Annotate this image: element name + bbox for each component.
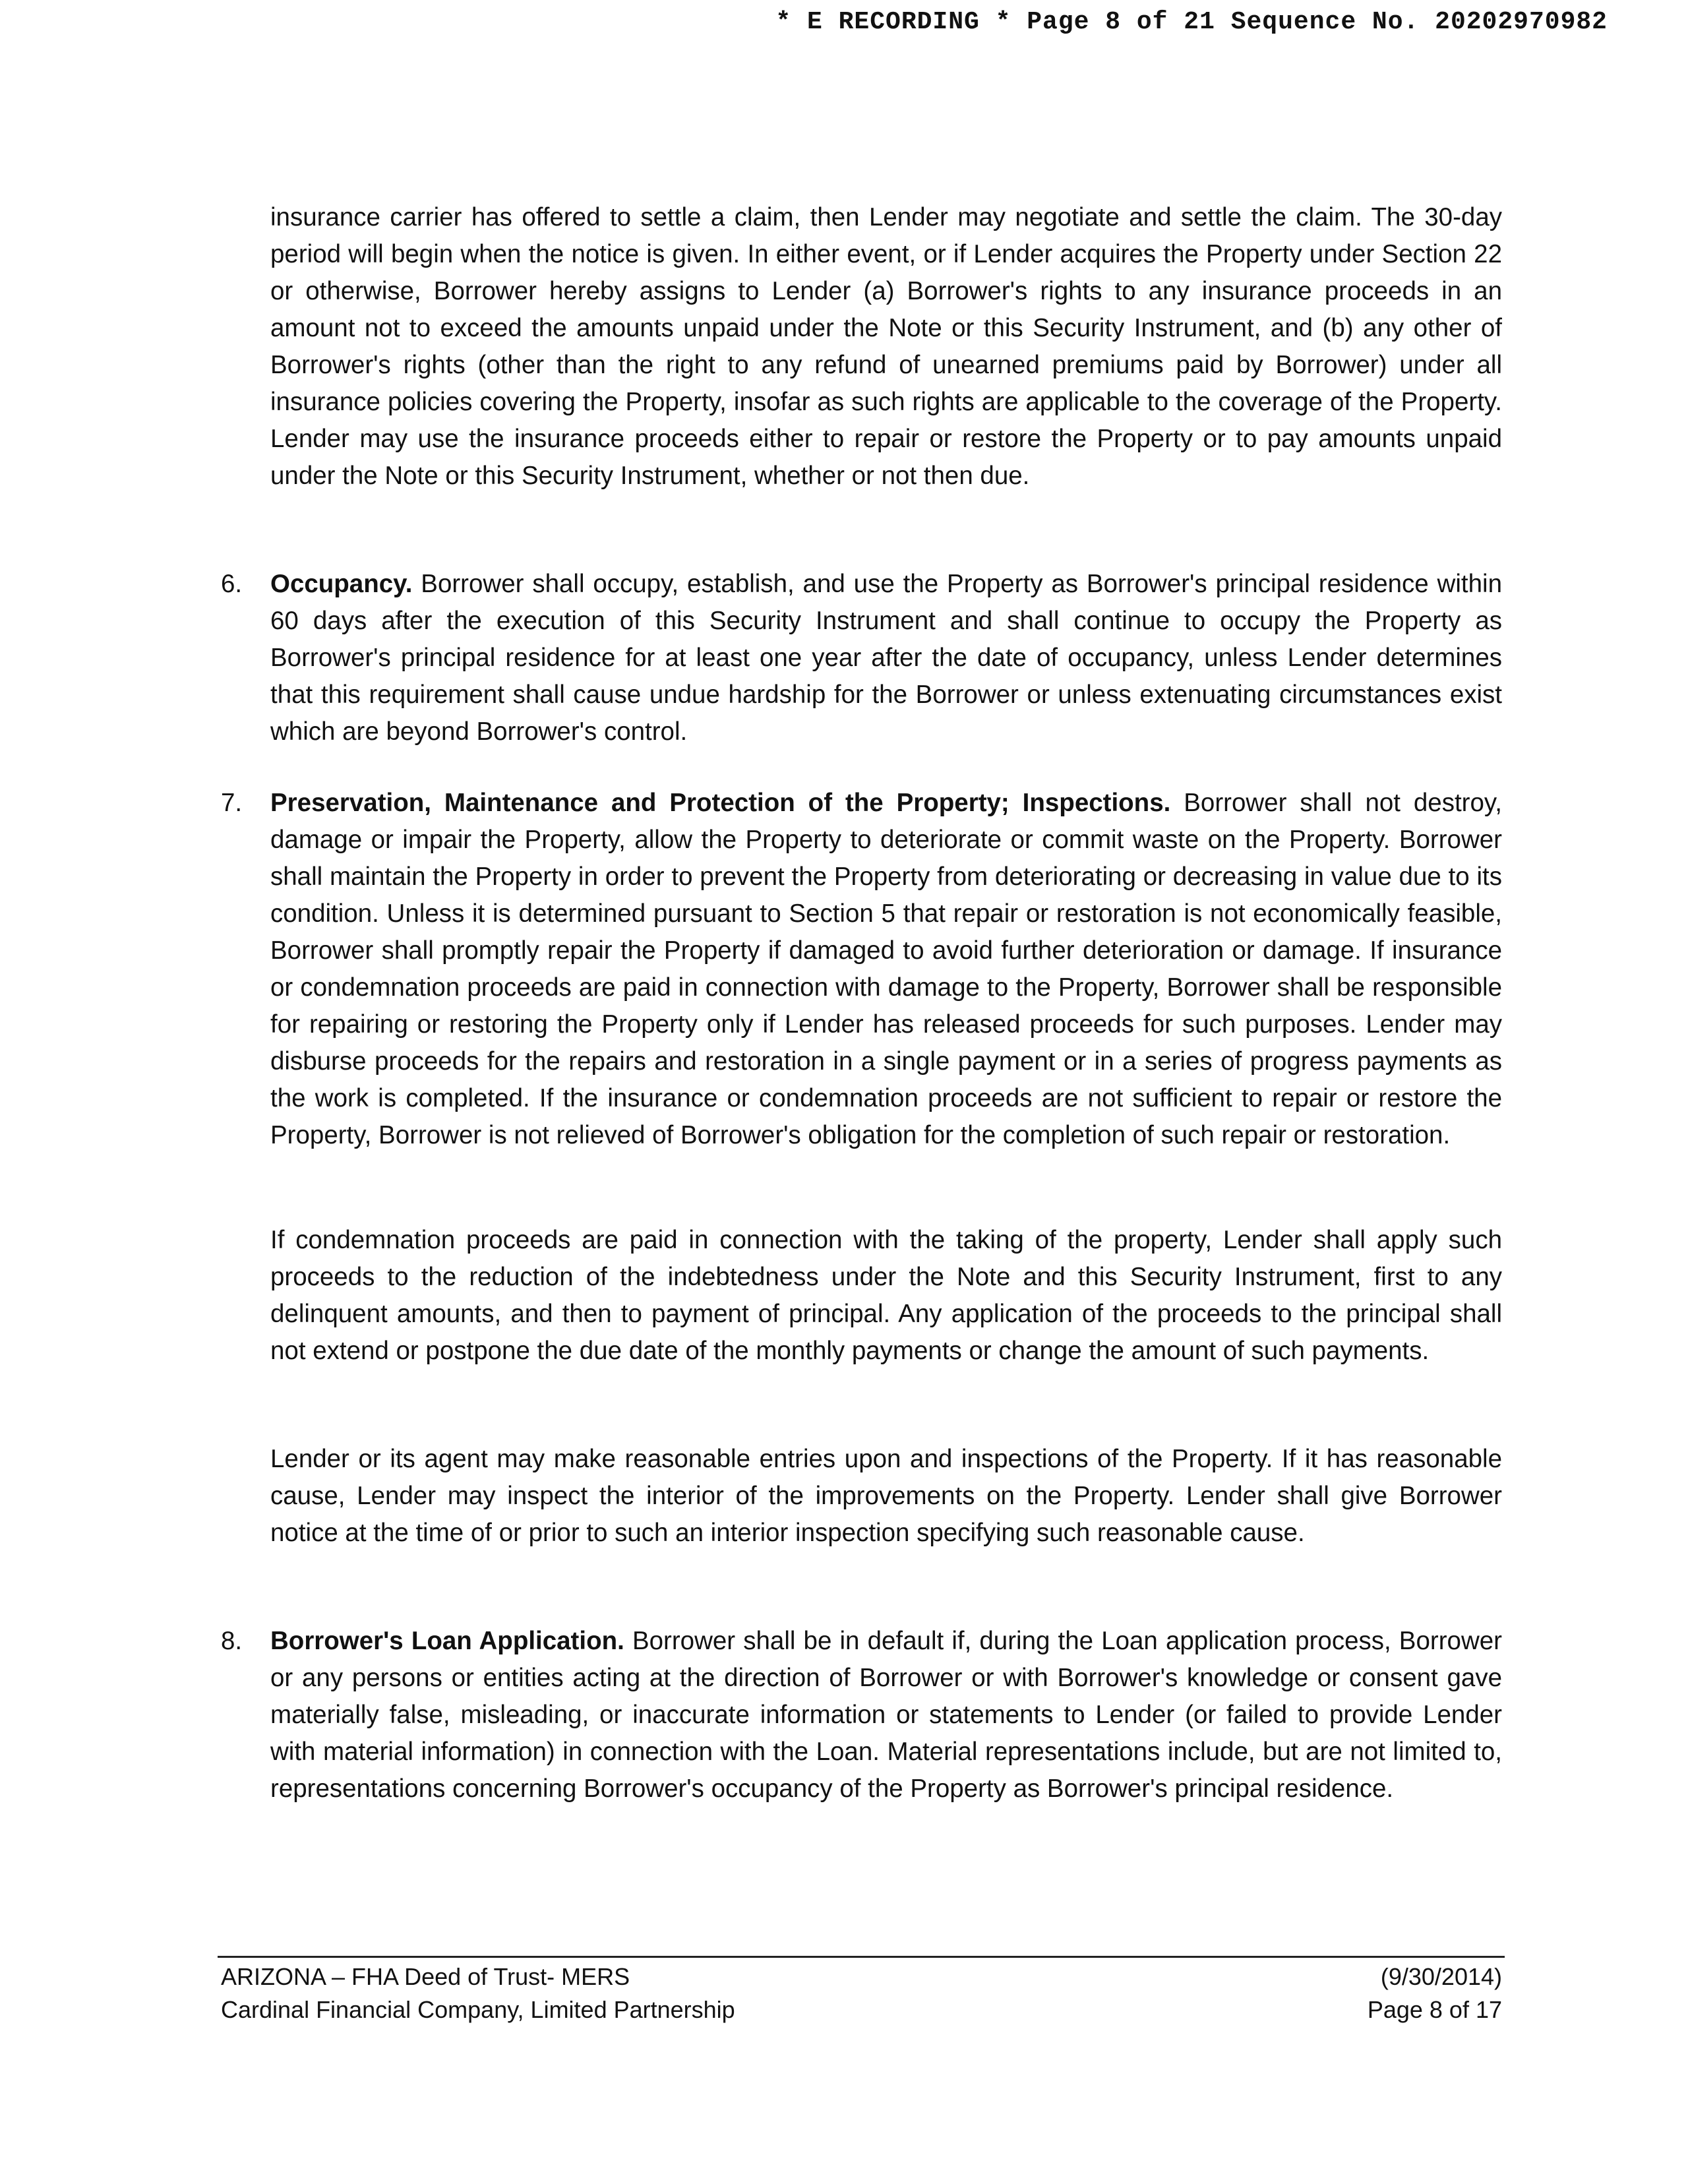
section-7-text: Borrower shall not destroy, damage or impair the Property, allow the Property to deteriorate or commit waste on the Property. Borrower shall maintain the Property in order to prevent the Property from deteriorating or decreasing in value due to its condition. Unless it is determined pursuant to Section 5 that repair or restoration is not economically feasible, Borrower shall promptly repair the Property if damaged to avoid further deterioration or damage. If insurance or condemnation proceeds are paid in connection with damage to the Property, Borrower shall be responsible for repairing or restoring the Property only if Lender has released proceeds for such purposes. Lender may disburse proceeds for the repairs and restoration in a single payment or in a series of progress payments as the work is completed. If the insurance or condemnation proceeds are not sufficient to repair or restore the Property, Borrower is not relieved of Borrower's obligation for the completion of such repair or restoration. bbox=[270, 789, 1502, 1149]
section-6-title: Occupancy. bbox=[270, 570, 413, 598]
section-7-number: 7. bbox=[221, 789, 243, 817]
section-7-title: Preservation, Maintenance and Protection of the Property; Inspections. bbox=[270, 789, 1171, 817]
footer-page-number: Page 8 of 17 bbox=[1367, 1996, 1502, 2023]
footer-company: Cardinal Financial Company, Limited Partnership bbox=[221, 1996, 735, 2023]
section-6-number: 6. bbox=[221, 570, 243, 598]
section-6-paragraph bbox=[270, 566, 1502, 750]
section-8-text: Borrower shall be in default if, during the Loan application process, Borrower or any persons or entities acting at the direction of Borrower or with Borrower's knowledge or consent gave materially false, misleading, or inaccurate information or statements to Lender (or failed to provide Lender with material information) in connection with the Loan. Material representations include, but are not limited to, representations concerning Borrower's occupancy of the Property as Borrower's principal residence. bbox=[270, 1627, 1502, 1803]
recording-header: * E RECORDING * Page 8 of 21 Sequence No. 20202970982 bbox=[775, 8, 1608, 36]
section-7-condemnation-paragraph: If condemnation proceeds are paid in connection with the taking of the property, Lender shall apply such proceeds to the reduction of the indebtedness under the Note and this Security Instrument, first to any delinquent amounts, and then to payment of principal. Any application of the proceeds to the principal shall not extend or postpone the due date of the monthly payments or change the amount of such payments. bbox=[270, 1226, 1502, 1365]
section-7-paragraph bbox=[270, 785, 1502, 1154]
footer-form-name: ARIZONA – FHA Deed of Trust- MERS bbox=[221, 1963, 630, 1990]
footer-form-date: (9/30/2014) bbox=[1380, 1963, 1502, 1990]
section-8-paragraph bbox=[270, 1623, 1502, 1807]
intro-paragraph: insurance carrier has offered to settle a claim, then Lender may negotiate and settle the claim. The 30-day period will begin when the notice is given. In either event, or if Lender acquires the Property under Section 22 or otherwise, Borrower hereby assigns to Lender (a) Borrower's rights to any insurance proceeds in an amount not to exceed the amounts unpaid under the Note or this Security Instrument, and (b) any other of Borrower's rights (other than the right to any refund of unearned premiums paid by Borrower) under all insurance policies covering the Property, insofar as such rights are applicable to the coverage of the Property. Lender may use the insurance proceeds either to repair or restore the Property or to pay amounts unpaid under the Note or this Security Instrument, whether or not then due. bbox=[270, 203, 1502, 490]
section-6-text: Borrower shall occupy, establish, and use the Property as Borrower's principal residence within 60 days after the execution of this Security Instrument and shall continue to occupy the Property as Borrower's principal residence for at least one year after the date of occupancy, unless Lender determines that this requirement shall cause undue hardship for the Borrower or unless extenuating circumstances exist which are beyond Borrower's control. bbox=[270, 570, 1502, 746]
footer-divider bbox=[218, 1956, 1505, 1958]
section-7-inspection-paragraph: Lender or its agent may make reasonable entries upon and inspections of the Property. If it has reasonable cause, Lender may inspect the interior of the improvements on the Property. Lender shall give Borrower notice at the time of or prior to such an interior inspection specifying such reasonable cause. bbox=[270, 1445, 1502, 1547]
section-8-title: Borrower's Loan Application. bbox=[270, 1627, 624, 1655]
section-8-number: 8. bbox=[221, 1627, 243, 1655]
